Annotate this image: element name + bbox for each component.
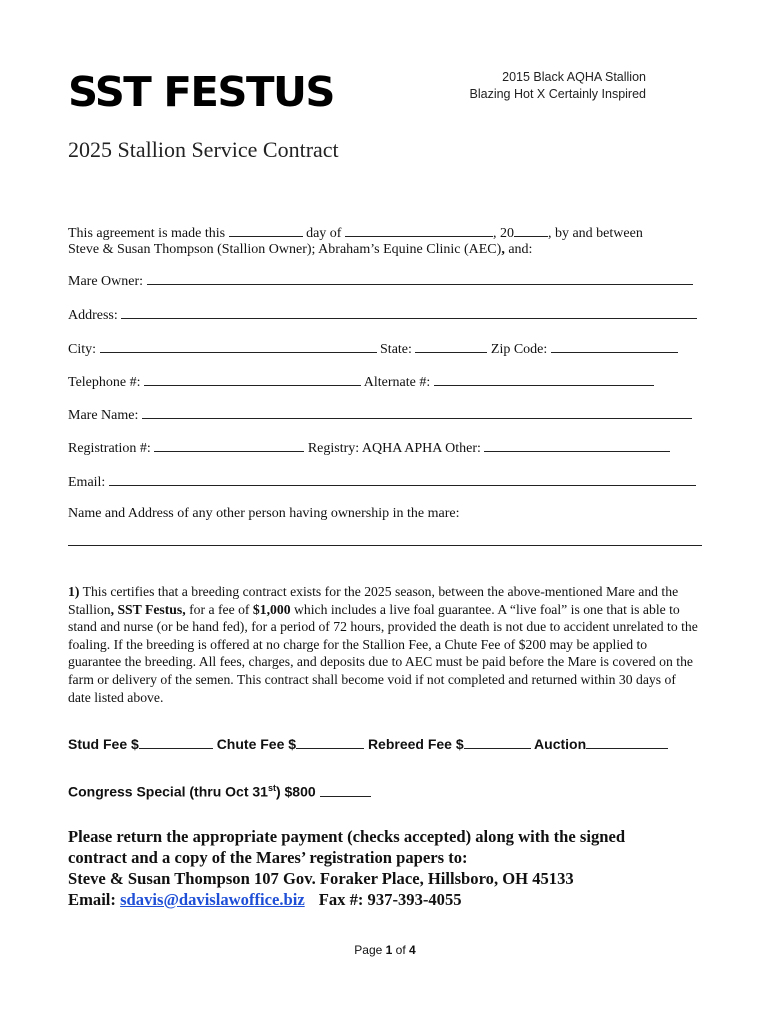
- fax-number: Fax #: 937-393-4055: [318, 890, 462, 909]
- contract-title: 2025 Stallion Service Contract: [68, 137, 339, 162]
- registry-other-field[interactable]: [484, 439, 670, 452]
- congress-special-row: [68, 783, 371, 800]
- telephone-field[interactable]: [144, 373, 361, 386]
- congress-special-label-b: ) $800: [275, 783, 316, 800]
- zip-field[interactable]: [551, 340, 678, 353]
- month-blank[interactable]: [345, 224, 493, 237]
- address-field[interactable]: [121, 306, 697, 319]
- page-number: 1: [385, 943, 393, 957]
- page-label: Page: [354, 943, 386, 957]
- agreement-text-1: This agreement is made this: [68, 226, 226, 241]
- stud-fee-field[interactable]: [139, 736, 213, 749]
- city-label: City:: [68, 342, 97, 357]
- return-address: Steve & Susan Thompson 107 Gov. Foraker Place, Hillsboro, OH 45133: [68, 869, 574, 888]
- alternate-label: Alternate #:: [363, 375, 431, 390]
- of-label: of: [392, 943, 410, 957]
- return-instructions: [68, 826, 625, 910]
- agreement-text-4: , by and between: [547, 226, 643, 241]
- mare-owner-row: [68, 272, 693, 290]
- address-label: Address:: [68, 308, 118, 323]
- chute-fee-field[interactable]: [296, 736, 364, 749]
- clause-stallion-name: , SST Festus,: [110, 601, 186, 617]
- agreement-parties: Steve & Susan Thompson (Stallion Owner); Abraham’s Equine Clinic (AEC): [68, 242, 502, 257]
- email-contact-label: Email:: [68, 890, 121, 909]
- year-blank[interactable]: [514, 224, 548, 237]
- mare-owner-field[interactable]: [147, 272, 693, 285]
- other-owner-field[interactable]: [68, 545, 702, 546]
- agreement-text-2: day of: [306, 226, 342, 241]
- registration-field[interactable]: [154, 439, 304, 452]
- stallion-pedigree-line2: Blazing Hot X Certainly Inspired: [469, 87, 646, 101]
- clause-number: 1): [68, 584, 80, 599]
- stallion-name-heading: SST FESTUS: [68, 68, 335, 116]
- page-footer: [0, 943, 770, 957]
- email-row: [68, 473, 696, 491]
- clause-text-a: This certifies that a breeding contract exists for the 2025 season, between the above-mentioned Mare and the Stallion: [68, 584, 679, 617]
- mare-owner-label: Mare Owner:: [68, 274, 144, 289]
- chute-fee-label: Chute Fee $: [216, 736, 297, 752]
- return-line-2: contract and a copy of the Mares’ registration papers to:: [68, 848, 468, 867]
- rebreed-fee-field[interactable]: [464, 736, 531, 749]
- rebreed-fee-label: Rebreed Fee $: [367, 736, 464, 752]
- alternate-field[interactable]: [434, 373, 654, 386]
- congress-special-label-a: Congress Special (thru Oct 31: [68, 783, 268, 800]
- state-label: State:: [380, 342, 412, 357]
- return-line-1: Please return the appropriate payment (checks accepted) along with the signed: [68, 827, 626, 846]
- auction-label: Auction: [534, 736, 587, 752]
- agreement-line: [68, 224, 643, 242]
- city-field[interactable]: [100, 340, 377, 353]
- mare-name-field[interactable]: [142, 406, 692, 419]
- day-blank[interactable]: [229, 224, 303, 237]
- clause-1: [68, 583, 702, 706]
- zip-label: Zip Code:: [490, 342, 548, 357]
- agreement-and: and:: [504, 242, 533, 257]
- clause-text-c: which includes a live foal guarantee. A “live foal” is one that is able to stand and nurse (or be hand fed), for a period of 72 hours, provided the death is not due to accident unrelated to the foaling. If the breeding is offered at no charge for the Stallion Fee, a Chute Fee of $200 may be applied to guarantee the breeding. All fees, charges, and deposits due to AEC must be paid before the Mare is covered on the farm or delivery of the semen. This contract shall become void if not completed and returned within 30 days of date listed above.: [68, 601, 698, 705]
- page-total: 4: [409, 943, 416, 957]
- auction-field[interactable]: [586, 736, 668, 749]
- congress-special-field[interactable]: [320, 784, 371, 797]
- email-field[interactable]: [109, 473, 696, 486]
- agreement-parties-line: [68, 242, 532, 258]
- registry-label: Registry: AQHA APHA Other:: [307, 441, 481, 456]
- agreement-text-3: , 20: [492, 226, 514, 241]
- clause-text-b: for a fee of: [185, 601, 253, 617]
- return-contact: [68, 889, 625, 910]
- state-field[interactable]: [415, 340, 487, 353]
- mare-name-label: Mare Name:: [68, 408, 139, 423]
- email-link[interactable]: sdavis@davislawoffice.biz: [120, 890, 305, 909]
- telephone-row: [68, 373, 654, 391]
- stud-fee-label: Stud Fee $: [68, 736, 139, 752]
- city-state-zip-row: [68, 340, 678, 358]
- other-owner-label: Name and Address of any other person having ownership in the mare:: [68, 506, 460, 521]
- stallion-description-line1: 2015 Black AQHA Stallion: [502, 70, 646, 84]
- registration-row: [68, 439, 670, 457]
- clause-fee: $1,000: [252, 601, 291, 617]
- address-row: [68, 306, 697, 324]
- congress-special-sup: st: [267, 783, 276, 793]
- mare-name-row: [68, 406, 692, 424]
- fees-row: [68, 736, 668, 752]
- telephone-label: Telephone #:: [68, 375, 141, 390]
- registration-label: Registration #:: [68, 441, 151, 456]
- agreement-comma: ,: [501, 242, 505, 257]
- email-label: Email:: [68, 475, 106, 490]
